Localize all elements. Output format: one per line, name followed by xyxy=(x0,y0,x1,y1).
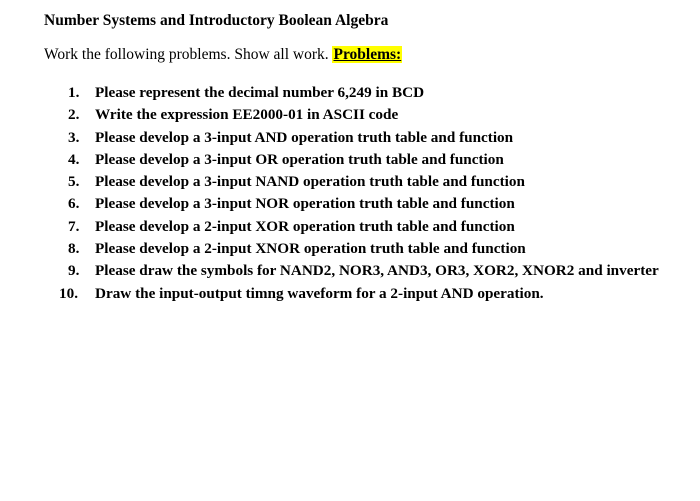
problem-text: Please draw the symbols for NAND2, NOR3, AND3, OR3, XOR2, XNOR2 and inverter xyxy=(95,262,659,280)
problem-number: 3. xyxy=(68,128,80,146)
problem-item xyxy=(68,149,668,171)
problems-heading: Problems: xyxy=(333,46,402,63)
problem-number: 6. xyxy=(68,195,80,213)
problem-number: 9. xyxy=(68,262,80,280)
problem-number: 8. xyxy=(68,240,80,258)
problem-text: Please develop a 2-input XNOR operation truth table and function xyxy=(95,240,526,258)
problem-number: 1. xyxy=(68,84,80,101)
problem-number: 4. xyxy=(68,150,80,168)
problem-number: 7. xyxy=(68,217,80,235)
problem-item xyxy=(68,127,668,149)
problem-item xyxy=(68,193,668,215)
problem-text: Write the expression EE2000-01 in ASCII code xyxy=(95,106,399,124)
intro-text: Work the following problems. Show all work. xyxy=(44,46,329,63)
problem-item xyxy=(68,104,668,126)
problem-text: Please represent the decimal number 6,249 in BCD xyxy=(95,84,425,101)
problem-text: Please develop a 2-input XOR operation truth table and function xyxy=(95,217,515,235)
problem-text: Please develop a 3-input AND operation truth table and function xyxy=(95,128,514,146)
problem-item xyxy=(68,260,668,282)
problem-item xyxy=(68,238,668,260)
problem-item xyxy=(59,283,668,305)
problem-number: 2. xyxy=(68,106,80,124)
problem-item xyxy=(68,171,668,193)
problem-list xyxy=(59,82,668,305)
problem-text: Please develop a 3-input OR operation truth table and function xyxy=(95,150,504,168)
problem-item xyxy=(68,216,668,238)
problem-text: Please develop a 3-input NOR operation truth table and function xyxy=(95,195,515,213)
intro-line xyxy=(44,46,402,64)
problem-number: 5. xyxy=(68,173,80,191)
problem-item xyxy=(68,82,668,104)
problem-text: Please develop a 3-input NAND operation truth table and function xyxy=(95,173,525,191)
problem-number: 10. xyxy=(59,284,78,302)
problem-text: Draw the input-output timng waveform for a 2-input AND operation. xyxy=(95,284,544,302)
document-title: Number Systems and Introductory Boolean Algebra xyxy=(44,12,389,29)
